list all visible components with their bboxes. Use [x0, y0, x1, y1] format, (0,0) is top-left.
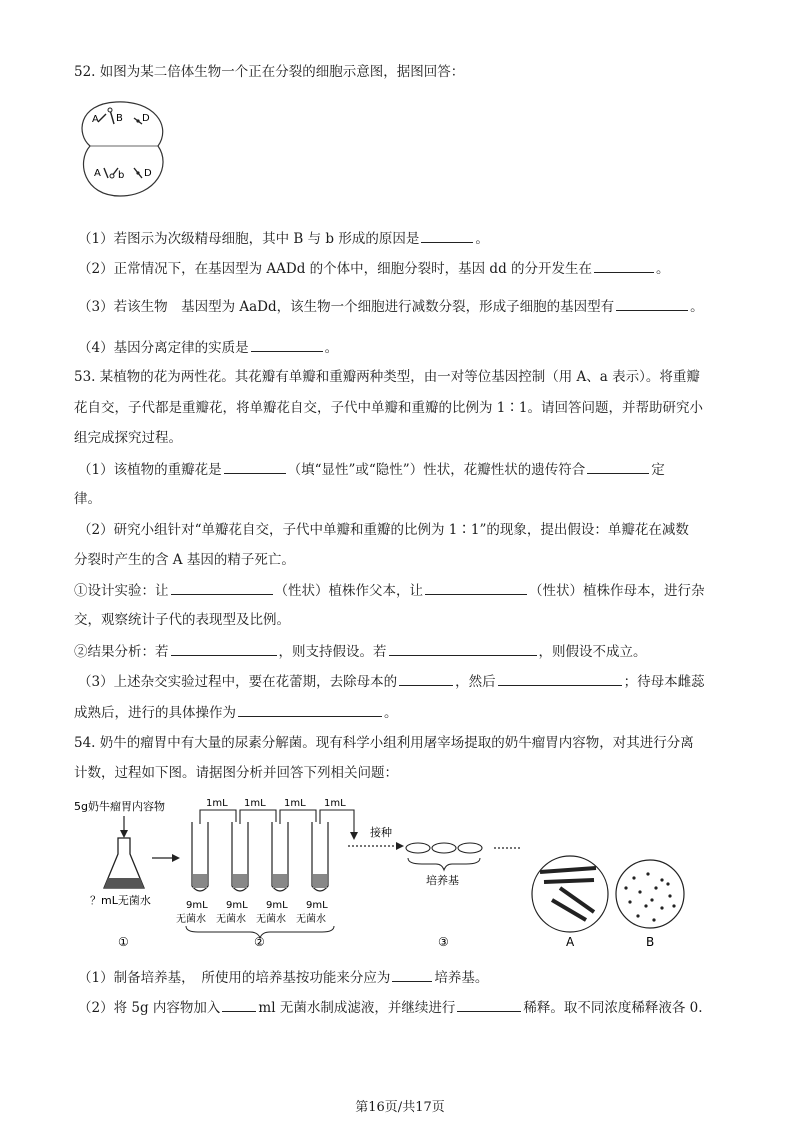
transfer-label-1: 1mL	[206, 798, 228, 809]
q54-part1: （1）制备培养基， 所使用的培养基按功能来分应为 培养基。	[78, 967, 488, 988]
q52-part4: （4）基因分离定律的实质是 。	[78, 337, 338, 358]
transfer-label-2: 1mL	[244, 798, 266, 809]
q52-intro: 52. 如图为某二倍体生物一个正在分裂的细胞示意图，据图回答：	[74, 64, 465, 80]
q53-line12: 成熟后，进行的具体操作为 。	[74, 702, 398, 723]
q53-part3: （3）上述杂交实验过程中，要在花蕾期，去除母本的 ，然后 ；待母本雌蕊	[78, 671, 705, 692]
answer-blank[interactable]	[498, 671, 622, 686]
petri-dishes	[406, 843, 482, 853]
dilution-figure	[74, 788, 694, 956]
tube-volume-2: 9mL	[226, 900, 248, 911]
q54-line2: 计数，过程如下图。请据图分析并回答下列相关问题：	[74, 765, 398, 781]
bottom-label-b: b	[118, 170, 125, 181]
q53-part1: （1）该植物的重瓣花是 （填“显性”或“隐性”）性状，花瓣性状的遗传符合 定	[78, 459, 665, 480]
answer-blank[interactable]	[616, 296, 688, 311]
top-label-a: A	[92, 114, 99, 125]
step-label-3: ③	[438, 935, 449, 949]
sample-label: 5g奶牛瘤胃内容物	[74, 800, 165, 813]
tube-water-3: 无菌水	[256, 914, 286, 925]
q53-line2: 花自交，子代都是重瓣花，将单瓣花自交，子代中单瓣和重瓣的比例为 1∶1。请回答问题，并帮助研究小	[74, 400, 703, 416]
answer-blank[interactable]	[421, 228, 473, 243]
plate-b	[616, 860, 684, 928]
q52-part1: （1）若图示为次级精母细胞，其中 B 与 b 形成的原因是 。	[78, 228, 489, 249]
tube-water-4: 无菌水	[296, 914, 326, 925]
step-label-1: ①	[118, 935, 129, 949]
q54-part2: （2）将 5g 内容物加入 ml 无菌水制成滤液，并继续进行 稀释。取不同浓度稀释液各 0.	[78, 997, 703, 1018]
q53-line3: 组完成探究过程。	[74, 430, 182, 446]
answer-blank[interactable]	[587, 459, 649, 474]
tube-volume-4: 9mL	[306, 900, 328, 911]
medium-label: 培养基	[426, 874, 459, 887]
q53-line1: 53. 某植物的花为两性花。其花瓣有单瓣和重瓣两种类型，由一对等位基因控制（用 A、a 表示）。将重瓣	[74, 369, 700, 385]
q53-part2: （2）研究小组针对“单瓣花自交，子代中单瓣和重瓣的比例为 1∶1”的现象，提出假设：单瓣花在减数	[78, 522, 689, 538]
q53-design: ①设计实验：让 （性状）植株作父本，让 （性状）植株作母本，进行杂	[74, 580, 705, 601]
test-tubes	[192, 822, 328, 891]
inoculate-label: 接种	[370, 826, 392, 839]
q53-result: ②结果分析：若 ，则支持假设。若 ，则假设不成立。	[74, 641, 647, 662]
bottom-label-d: D	[144, 168, 152, 179]
q52-part3: （3）若该生物 基因型为 AaDd，该生物一个细胞进行减数分裂，形成子细胞的基因型有 。	[78, 296, 704, 317]
transfer-label-4: 1mL	[324, 798, 346, 809]
transfer-arrows	[200, 810, 354, 834]
q53-line7: 分裂时产生的含 A 基因的精子死亡。	[74, 552, 295, 568]
q53-line9: 交，观察统计子代的表现型及比例。	[74, 612, 290, 628]
top-label-b: B	[116, 113, 123, 124]
answer-blank[interactable]	[171, 641, 277, 656]
answer-blank[interactable]	[251, 337, 323, 352]
answer-blank[interactable]	[238, 702, 382, 717]
page-number: 第16页/共17页	[355, 1100, 445, 1115]
transfer-label-3: 1mL	[284, 798, 306, 809]
plate-label-b: B	[646, 935, 655, 949]
answer-blank[interactable]	[399, 671, 453, 686]
q54-line1: 54. 奶牛的瘤胃中有大量的尿素分解菌。现有科学小组利用屠宰场提取的奶牛瘤胃内容物，对其进行分离	[74, 735, 694, 751]
flask-water-label: ？mL无菌水	[90, 894, 151, 907]
answer-blank[interactable]	[392, 967, 432, 982]
tube-water-2: 无菌水	[216, 914, 246, 925]
answer-blank[interactable]	[457, 997, 521, 1012]
tube-water-1: 无菌水	[176, 914, 206, 925]
q52-part2: （2）正常情况下，在基因型为 AADd 的个体中，细胞分裂时，基因 dd 的分开发生在 。	[78, 258, 670, 279]
top-label-d: D	[142, 113, 150, 124]
answer-blank[interactable]	[389, 641, 537, 656]
cell-division-figure	[76, 96, 172, 200]
bottom-label-a: A	[94, 168, 101, 179]
answer-blank[interactable]	[594, 258, 654, 273]
answer-blank[interactable]	[171, 580, 273, 595]
tube-volume-3: 9mL	[266, 900, 288, 911]
step-label-2: ②	[254, 935, 265, 949]
q53-line5: 律。	[74, 491, 101, 507]
plate-a	[532, 856, 608, 932]
answer-blank[interactable]	[224, 459, 286, 474]
answer-blank[interactable]	[222, 997, 256, 1012]
plate-label-a: A	[566, 935, 575, 949]
tube-volume-1: 9mL	[186, 900, 208, 911]
answer-blank[interactable]	[425, 580, 527, 595]
